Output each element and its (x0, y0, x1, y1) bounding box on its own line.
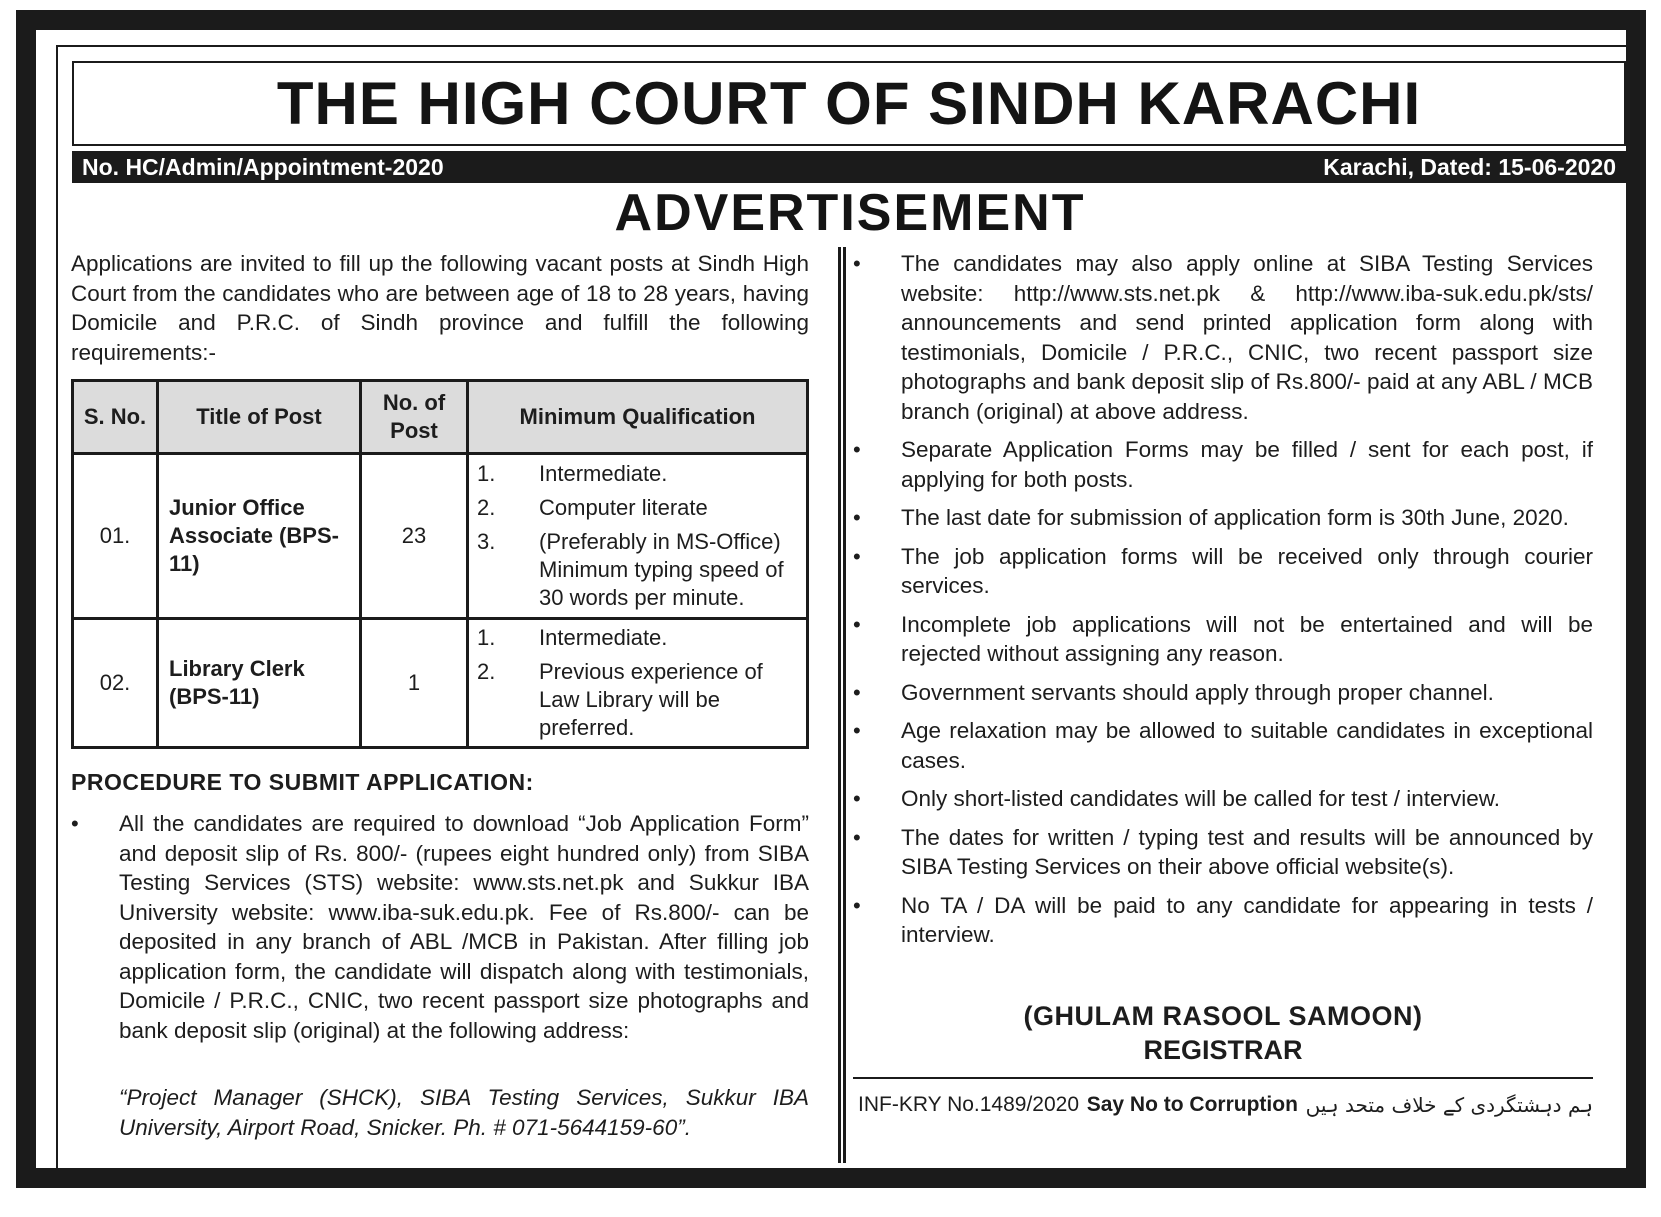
column-divider (838, 247, 846, 1163)
qualification-item (477, 624, 798, 652)
instruction-item (853, 503, 1593, 533)
title-box (72, 61, 1626, 146)
advertisement-outer-frame (16, 10, 1646, 1188)
signatory-title: REGISTRAR (1143, 1035, 1303, 1065)
instruction-item (853, 542, 1593, 601)
vacancy-table (71, 379, 809, 749)
advertisement-inner-frame (56, 45, 1640, 1185)
bullet-icon: • (853, 892, 861, 918)
row-qualifications (468, 619, 808, 748)
instruction-item (853, 678, 1593, 708)
instruction-item (853, 784, 1593, 814)
procedure-text: All the candidates are required to download “Job Application Form” and deposit slip of Rs. 800/- (rupees eight hundred only) from SIBA Testing Services (STS) website: www.sts.net.pk and Sukkur IBA University website: www.iba-suk.edu.pk. Fee of Rs.800/- can be deposited in any branch of ABL /MCB in Pakistan. After filling job application form, the candidate will dispatch along with testimonials, Domicile / P.R.C., CNIC, two recent passport size photographs and bank deposit slip (original) at the following address: (119, 811, 809, 1043)
bullet-icon: • (853, 786, 861, 811)
table-row (73, 619, 808, 748)
table-header-row (73, 381, 808, 454)
qualification-number: 2. (477, 659, 496, 684)
instruction-text: The last date for submission of application form is 30th June, 2020. (901, 505, 1569, 530)
instruction-text: The candidates may also apply online at SIBA Testing Services website: http://www.sts.net.pk & http://www.iba-suk.edu.pk/sts/ announcements and send printed application form along with testimonials, Domicile / P.R.C., CNIC, two recent passport size photographs and bank deposit slip of Rs.800/- paid at any ABL / MCB branch (original) at above address. (901, 251, 1593, 424)
urdu-motto: ہم دہشتگردی کے خلاف متحد ہیں (1305, 1093, 1593, 1117)
bullet-icon: • (853, 611, 861, 637)
instruction-item (853, 716, 1593, 775)
row-post-title: Library Clerk (BPS-11) (158, 619, 361, 748)
footer-divider (853, 1077, 1593, 1079)
column-header-count: No. of Post (361, 381, 468, 454)
qualification-item (477, 658, 798, 742)
page-title: THE HIGH COURT OF SINDH KARACHI (276, 70, 1422, 137)
left-column (71, 249, 809, 367)
qualification-number: 1. (477, 461, 496, 486)
signature-block (853, 999, 1593, 1067)
inf-number: INF-KRY No.1489/2020 (858, 1093, 1080, 1116)
postal-address: “Project Manager (SHCK), SIBA Testing Services, Sukkur IBA University, Airport Road, Snicker. Ph. # 071-5644159-60”. (119, 1085, 809, 1140)
procedure-heading: PROCEDURE TO SUBMIT APPLICATION: (71, 769, 534, 795)
qualification-number: 3. (477, 529, 496, 554)
qualification-text: Computer literate (539, 495, 708, 520)
qualification-item (477, 494, 798, 522)
bullet-icon: • (853, 251, 861, 276)
row-post-title: Junior Office Associate (BPS-11) (158, 454, 361, 619)
row-sno: 02. (73, 619, 158, 748)
footer (858, 1093, 1593, 1117)
procedure-bullet-row (71, 809, 809, 1045)
bullet-icon: • (853, 437, 861, 462)
instruction-item (853, 823, 1593, 882)
instruction-text: Separate Application Forms may be filled / sent for each post, if applying for both posts. (901, 437, 1593, 492)
reference-number: No. HC/Admin/Appointment-2020 (82, 153, 444, 180)
instructions-list (853, 249, 1593, 959)
instruction-item (853, 610, 1593, 669)
row-post-count: 1 (361, 619, 468, 748)
instruction-text: Age relaxation may be allowed to suitable candidates in exceptional cases. (901, 718, 1593, 773)
bullet-icon: • (853, 543, 861, 569)
qualification-list (469, 456, 806, 616)
instruction-text: No TA / DA will be paid to any candidate for appearing in tests / interview. (901, 892, 1593, 947)
qualification-text: Intermediate. (539, 461, 668, 486)
column-header-qualification: Minimum Qualification (468, 381, 808, 454)
qualification-item (477, 460, 798, 488)
date-line: Karachi, Dated: 15-06-2020 (1323, 153, 1616, 180)
signatory-name: (GHULAM RASOOL SAMOON) (1023, 1001, 1423, 1031)
qualification-number: 2. (477, 495, 496, 520)
instruction-text: Government servants should apply through proper channel. (901, 679, 1494, 705)
qualification-text: (Preferably in MS-Office) Minimum typing speed of 30 words per minute. (539, 529, 784, 610)
bullet-icon: • (71, 811, 79, 836)
advertisement-heading: ADVERTISEMENT (614, 184, 1086, 242)
table-row (73, 454, 808, 619)
bullet-icon: • (853, 718, 861, 743)
qualification-text: Previous experience of Law Library will be preferred. (539, 659, 763, 740)
procedure-item (71, 809, 809, 1045)
instruction-text: Incomplete job applications will not be entertained and will be rejected without assigning any reason. (901, 611, 1593, 666)
instruction-item (853, 435, 1593, 494)
bullet-icon: • (853, 824, 861, 850)
instruction-item (853, 249, 1593, 426)
instruction-text: Only short-listed candidates will be called for test / interview. (901, 786, 1501, 811)
qualification-number: 1. (477, 625, 496, 650)
intro-paragraph: Applications are invited to fill up the following vacant posts at Sindh High Court from the candidates who are between age of 18 to 28 years, having Domicile and P.R.C. of Sindh province and fulfill the following requirements:- (71, 251, 809, 365)
instruction-text: The dates for written / typing test and results will be announced by SIBA Testing Services on their above official website(s). (901, 824, 1593, 879)
reference-bar (72, 151, 1626, 183)
column-header-title: Title of Post (158, 381, 361, 454)
row-qualifications (468, 454, 808, 619)
bullet-icon: • (853, 679, 861, 705)
instruction-item (853, 891, 1593, 950)
anti-corruption-motto: Say No to Corruption (1086, 1093, 1298, 1116)
bullet-icon: • (853, 505, 861, 530)
qualification-item (477, 528, 798, 612)
qualification-list (469, 620, 806, 746)
row-post-count: 23 (361, 454, 468, 619)
instruction-text: The job application forms will be received only through courier services. (901, 543, 1593, 598)
row-sno: 01. (73, 454, 158, 619)
column-header-sno: S. No. (73, 381, 158, 454)
qualification-text: Intermediate. (539, 625, 668, 650)
